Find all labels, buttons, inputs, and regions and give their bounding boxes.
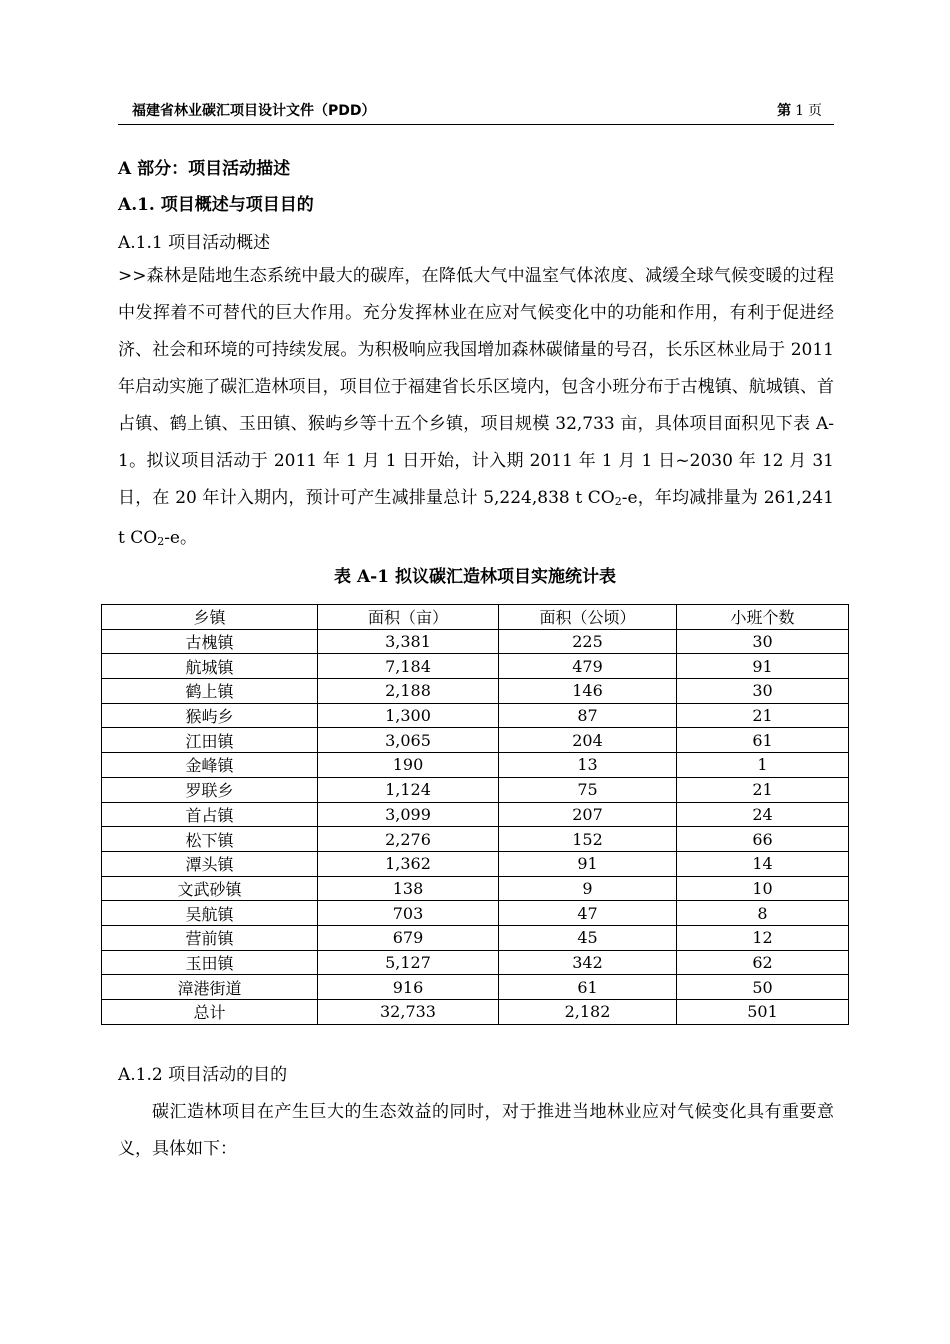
table-cell: 225	[499, 629, 677, 654]
table-cell: 138	[318, 876, 499, 901]
table-row	[102, 777, 849, 802]
section-a12-paragraph: 碳汇造林项目在产生巨大的生态效益的同时，对于推进当地林业应对气候变化具有重要意义，具体如下：	[118, 1102, 834, 1159]
a11-text-part2: -e，年均减排量为 261,241 t CO	[118, 488, 834, 548]
table-cell: 9	[499, 876, 677, 901]
column-header: 面积（公顷）	[499, 605, 677, 630]
table-row	[102, 950, 849, 975]
table-cell: 首占镇	[102, 802, 318, 827]
table-cell: 66	[677, 827, 849, 852]
table-body	[102, 629, 849, 1024]
table-cell: 12	[677, 925, 849, 950]
page-header	[118, 96, 834, 125]
table-cell: 91	[677, 654, 849, 679]
table-cell: 679	[318, 925, 499, 950]
table-cell: 总计	[102, 1000, 318, 1025]
table-cell: 479	[499, 654, 677, 679]
section-a1-heading: A.1. 项目概述与项目目的	[118, 195, 314, 215]
table-cell: 漳港街道	[102, 975, 318, 1000]
table-row	[102, 802, 849, 827]
table-cell: 21	[677, 777, 849, 802]
column-header: 乡镇	[102, 605, 318, 630]
section-a-heading: A 部分：项目活动描述	[118, 159, 291, 179]
table-cell: 21	[677, 703, 849, 728]
document-title: 福建省林业碳汇项目设计文件（PDD）	[132, 103, 376, 119]
table-row	[102, 629, 849, 654]
table-row	[102, 654, 849, 679]
table-cell: 吴航镇	[102, 901, 318, 926]
table-cell: 152	[499, 827, 677, 852]
table-row	[102, 728, 849, 753]
table-cell: 玉田镇	[102, 950, 318, 975]
table-cell: 10	[677, 876, 849, 901]
table-row	[102, 753, 849, 778]
page-prefix: 第	[777, 103, 792, 119]
table-row	[102, 876, 849, 901]
table-cell: 金峰镇	[102, 753, 318, 778]
column-header: 小班个数	[677, 605, 849, 630]
table-cell: 猴屿乡	[102, 703, 318, 728]
table-cell: 61	[677, 728, 849, 753]
table-cell: 1,124	[318, 777, 499, 802]
table-cell: 75	[499, 777, 677, 802]
table-row	[102, 925, 849, 950]
table-cell: 207	[499, 802, 677, 827]
table-cell: 190	[318, 753, 499, 778]
table-cell: 8	[677, 901, 849, 926]
table-header-row	[102, 605, 849, 630]
table-cell: 3,099	[318, 802, 499, 827]
table-cell: 5,127	[318, 950, 499, 975]
table-cell: 营前镇	[102, 925, 318, 950]
table-cell: 1	[677, 753, 849, 778]
table-cell: 14	[677, 851, 849, 876]
a11-subscript-2: 2	[157, 535, 165, 548]
table-cell: 32,733	[318, 1000, 499, 1025]
table-cell: 24	[677, 802, 849, 827]
a11-text-part3: -e。	[164, 528, 197, 548]
table-cell: 鹤上镇	[102, 679, 318, 704]
table-cell: 62	[677, 950, 849, 975]
table-cell: 87	[499, 703, 677, 728]
table-cell: 古槐镇	[102, 629, 318, 654]
table-cell: 3,381	[318, 629, 499, 654]
table-cell: 45	[499, 925, 677, 950]
page-number: 1	[795, 103, 804, 119]
section-a11-heading: A.1.1 项目活动概述	[118, 233, 271, 253]
table-cell: 2,182	[499, 1000, 677, 1025]
table-row	[102, 851, 849, 876]
table-row	[102, 679, 849, 704]
table-cell: 342	[499, 950, 677, 975]
table-cell: 罗联乡	[102, 777, 318, 802]
page-suffix: 页	[808, 103, 822, 119]
table-cell: 7,184	[318, 654, 499, 679]
section-a11-paragraph	[118, 258, 834, 560]
table-row	[102, 975, 849, 1000]
table-cell: 1,362	[318, 851, 499, 876]
table-cell: 航城镇	[102, 654, 318, 679]
table-cell: 松下镇	[102, 827, 318, 852]
column-header: 面积（亩）	[318, 605, 499, 630]
table-cell: 146	[499, 679, 677, 704]
table-cell: 13	[499, 753, 677, 778]
table-cell: 703	[318, 901, 499, 926]
table-cell: 2,276	[318, 827, 499, 852]
page-number-label	[777, 100, 822, 120]
table-cell: 50	[677, 975, 849, 1000]
table-cell: 30	[677, 629, 849, 654]
table-row	[102, 703, 849, 728]
table-cell: 91	[499, 851, 677, 876]
table-cell: 1,300	[318, 703, 499, 728]
table-cell: 2,188	[318, 679, 499, 704]
table-row	[102, 901, 849, 926]
table-row	[102, 827, 849, 852]
a11-text-part1: >>森林是陆地生态系统中最大的碳库，在降低大气中温室气体浓度、减缓全球气候变暖的过程中发挥着不可替代的巨大作用。充分发挥林业在应对气候变化中的功能和作用，有利于促进经济、社会和环境的可持续发展。为积极响应我国增加森林碳储量的号召，长乐区林业局于 2011 年启动实施了碳汇造林项目，项目位于福建省长乐区境内，包含小班分布于古槐镇、航城镇、首占镇、鹤上镇、玉田镇、猴屿乡等十五个乡镇，项目规模 32,733 亩，具体项目面积见下表 A-1。拟议项目活动于 2011 年 1 月 1 日开始，计入期 2011 年 1 月 1 日~2030 年 12 月 31 日，在 20 年计入期内，预计可产生减排量总计 5,224,838 t CO	[118, 266, 834, 508]
table-cell: 江田镇	[102, 728, 318, 753]
table-cell: 潭头镇	[102, 851, 318, 876]
table-cell: 文武砂镇	[102, 876, 318, 901]
table-cell: 916	[318, 975, 499, 1000]
table-cell: 30	[677, 679, 849, 704]
table-caption: 表 A-1 拟议碳汇造林项目实施统计表	[334, 567, 616, 587]
table-total-row	[102, 1000, 849, 1025]
a11-subscript-1: 2	[614, 495, 622, 508]
table-cell: 47	[499, 901, 677, 926]
section-a12-heading: A.1.2 项目活动的目的	[118, 1065, 288, 1085]
table-cell: 501	[677, 1000, 849, 1025]
table-cell: 3,065	[318, 728, 499, 753]
table-cell: 204	[499, 728, 677, 753]
statistics-table	[101, 604, 849, 1025]
table-cell: 61	[499, 975, 677, 1000]
